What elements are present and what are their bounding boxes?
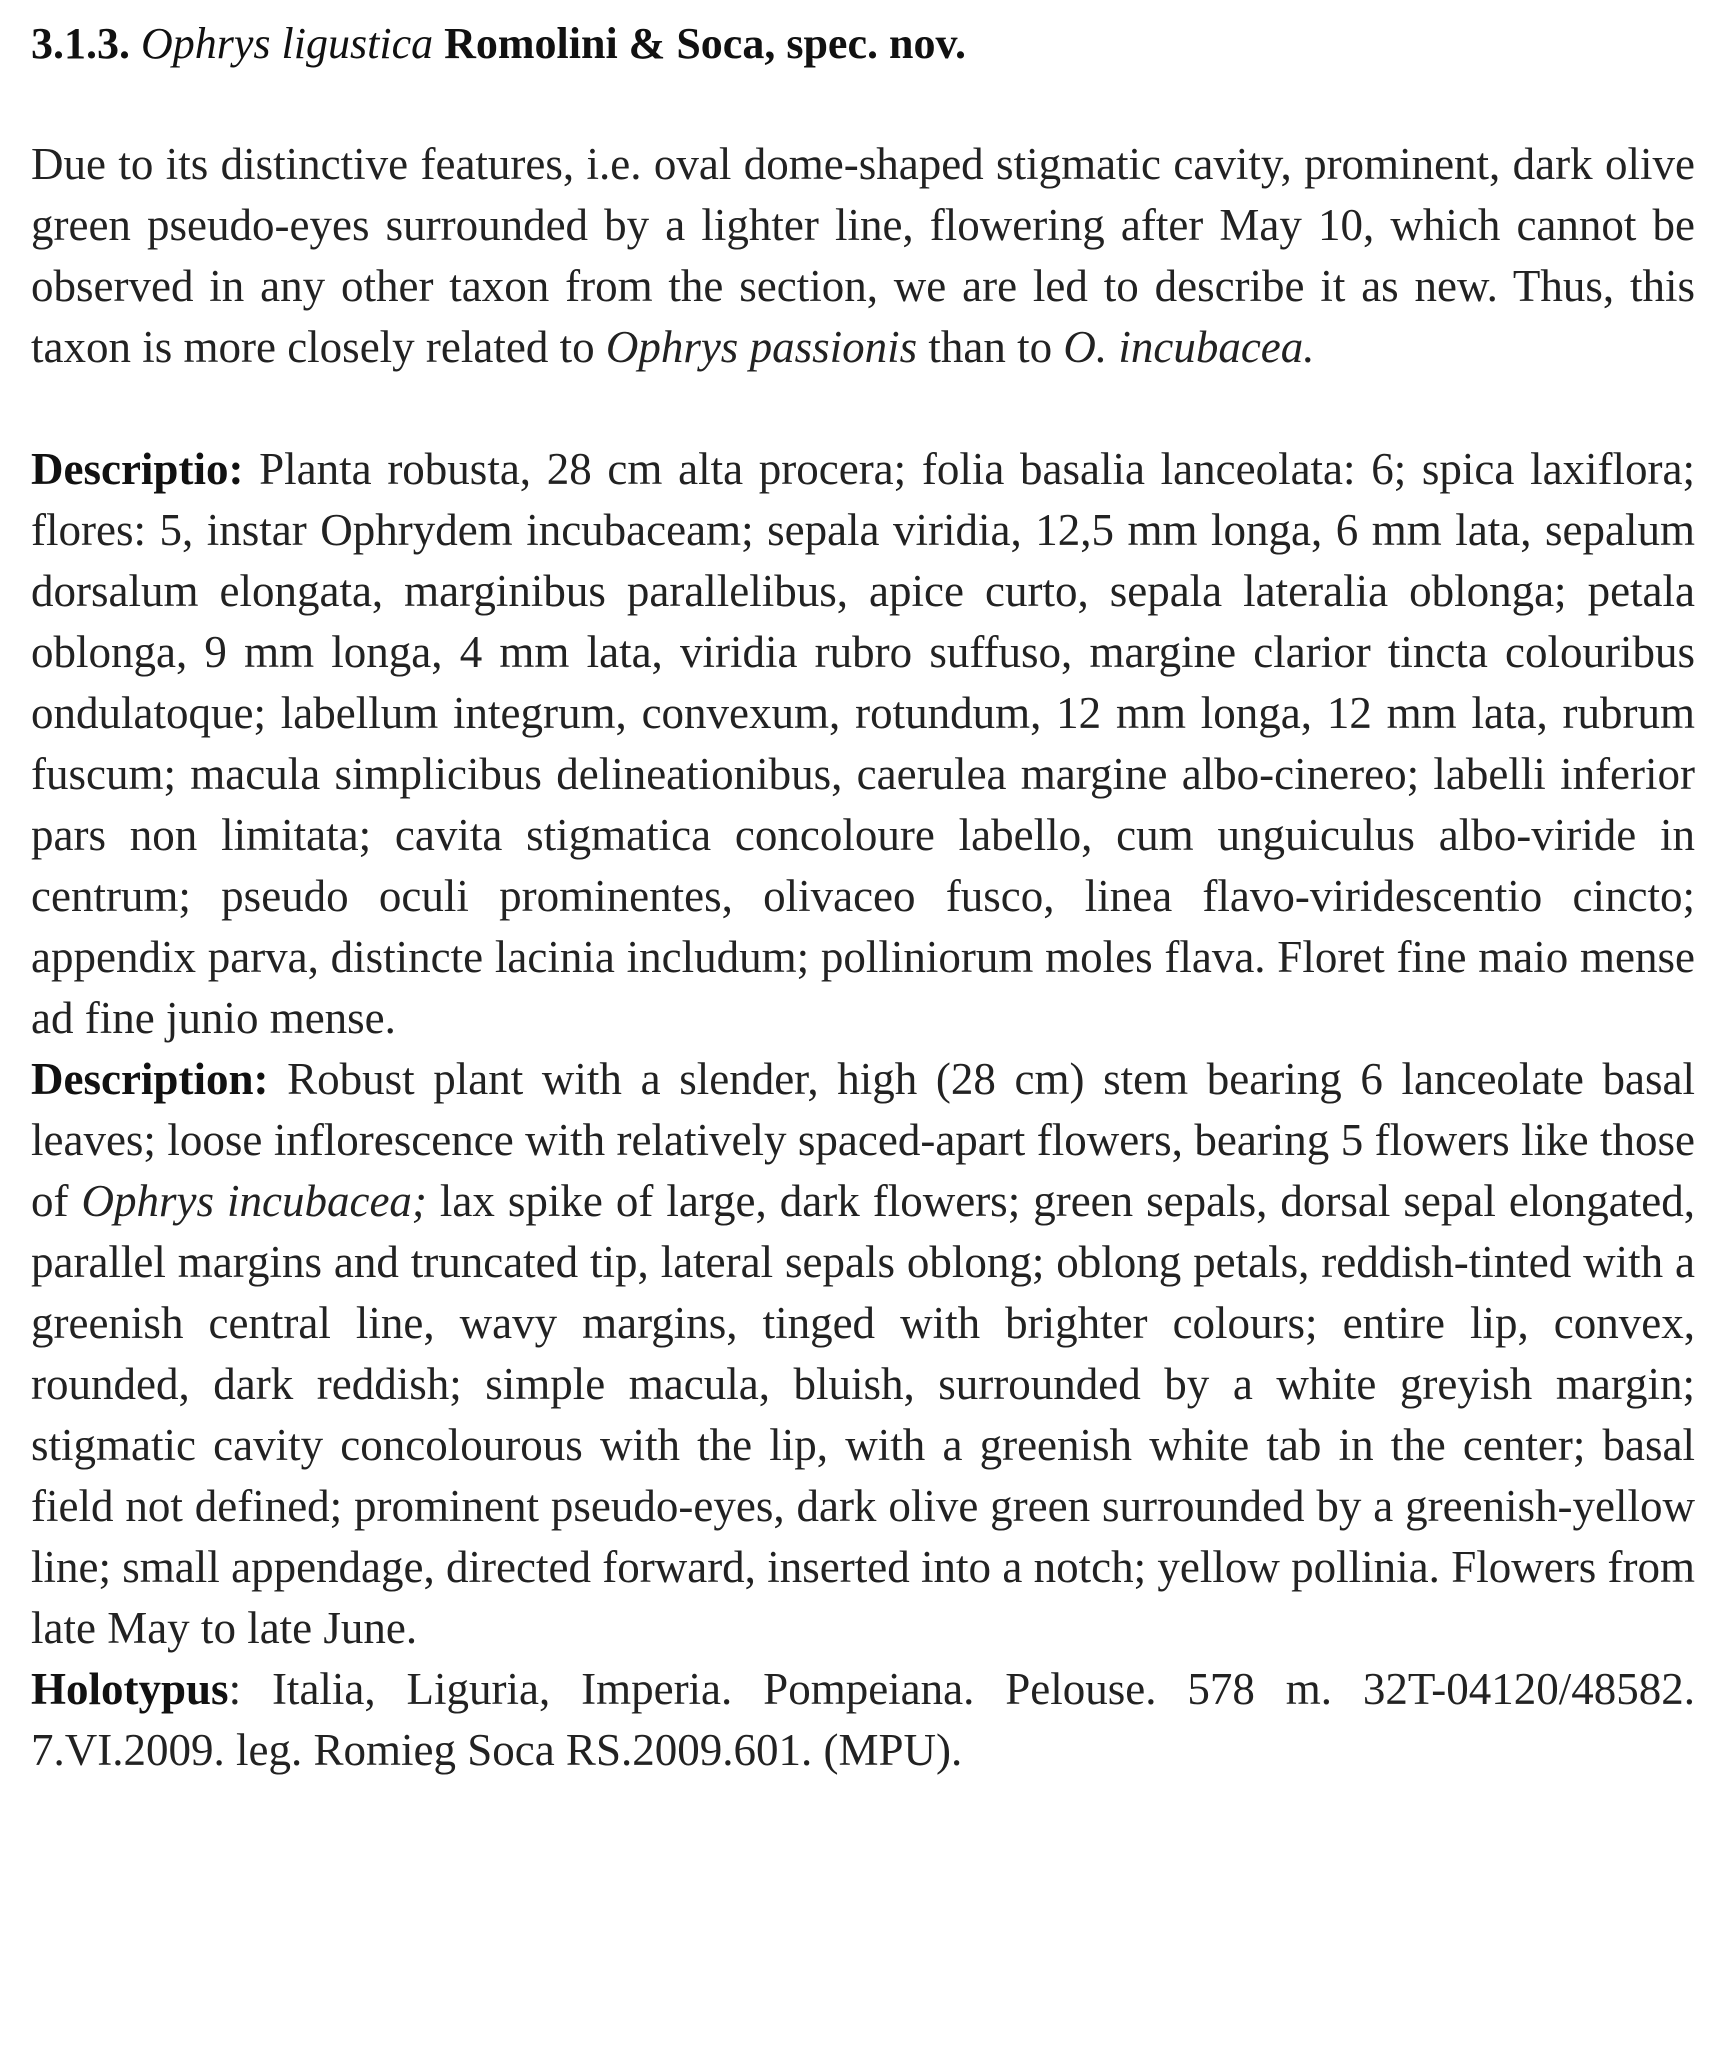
holotypus-label: Holotypus — [31, 1664, 229, 1714]
description-species: Ophrys incubacea; — [81, 1176, 427, 1226]
description-text-2: lax spike of large, dark flowers; green sepals, dorsal sepal elongated, parallel margins and truncated tip, lateral sepals oblong; oblong petals, reddish-tinted with a greenish central line, wavy margins, tinged with brighter colours; entire lip, convex, rounded, dark reddish; simple macula, bluish, surrounded by a white greyish margin; stigmatic cavity concolourous with the lip, with a greenish white tab in the center; basal field not defined; prominent pseudo-eyes, dark olive green surrounded by a greenish-yellow line; small appendage, directed forward, inserted into a notch; yellow pollinia. Flowers from late May to late June. — [31, 1176, 1696, 1653]
intro-species-2: O. incubacea. — [1063, 322, 1315, 372]
intro-text-1: Due to its distinctive features, i.e. oval dome-shaped stigmatic cavity, prominent, dark olive green pseudo-eyes surrounded by a lighter line, flowering after May 10, which cannot be observed in any other taxon from the section, we are led to describe it as new. Thus, this taxon is more closely related to — [31, 139, 1695, 372]
description-paragraph — [31, 1049, 1695, 1659]
species-name: Ophrys ligustica — [141, 19, 434, 68]
species-authors: Romolini & Soca, spec. nov. — [444, 19, 967, 68]
document-page — [31, 14, 1695, 1781]
section-number: 3.1.3. — [31, 19, 130, 68]
descriptio-paragraph — [31, 439, 1695, 1049]
intro-paragraph — [31, 134, 1695, 378]
descriptio-text: Planta robusta, 28 cm alta procera; folia basalia lanceolata: 6; spica laxiflora; flores: 5, instar Ophrydem incubaceam; sepala viridia, 12,5 mm longa, 6 mm lata, sepalum dorsalum elongata, marginibus parallelibus, apice curto, sepala lateralia oblonga; petala oblonga, 9 mm longa, 4 mm lata, viridia rubro suffuso, margine clarior tincta colouribus ondulatoque; labellum integrum, convexum, rotundum, 12 mm longa, 12 mm lata, rubrum fuscum; macula simplicibus delineationibus, caerulea margine albo-cinereo; labelli inferior pars non limitata; cavita stigmatica concoloure labello, cum unguiculus albo-viride in centrum; pseudo oculi prominentes, olivaceo fusco, linea flavo-viridescentio cincto; appendix parva, distincte lacinia includum; polliniorum moles flava. Floret fine maio mense ad fine junio mense. — [31, 444, 1696, 1043]
description-label: Description: — [31, 1054, 269, 1104]
section-heading — [31, 14, 1695, 74]
descriptio-label: Descriptio: — [31, 444, 244, 494]
holotypus-paragraph — [31, 1659, 1695, 1781]
intro-text-2: than to — [917, 322, 1064, 372]
description-text-1: Robust plant with a slender, high (28 cm) stem bearing 6 lanceolate basal leaves; loose inflorescence with relatively spaced-apart flowers, bearing 5 flowers like those of — [31, 1054, 1695, 1226]
holotypus-text: : Italia, Liguria, Imperia. Pompeiana. Pelouse. 578 m. 32T-04120/48582. 7.VI.2009. leg. Romieg Soca RS.2009.601. (MPU). — [31, 1664, 1695, 1775]
intro-species-1: Ophrys passionis — [605, 322, 918, 372]
